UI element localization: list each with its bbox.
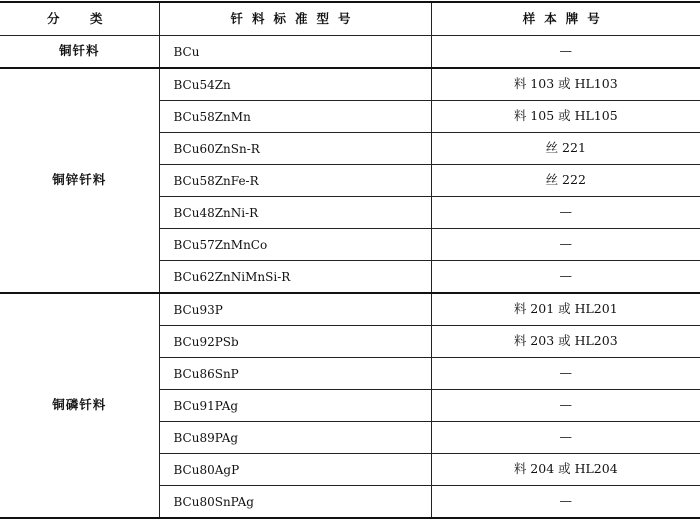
group-label: 铜磷钎料 bbox=[0, 293, 159, 518]
standard-grade-cell: BCu92PSb bbox=[159, 326, 431, 358]
standard-grade-cell: BCu57ZnMnCo bbox=[159, 229, 431, 261]
sample-grade-cell: 料 103 或 HL103 bbox=[431, 68, 700, 101]
standard-grade-cell: BCu80SnPAg bbox=[159, 486, 431, 519]
sample-grade-cell: — bbox=[431, 422, 700, 454]
standard-grade-cell: BCu58ZnFe-R bbox=[159, 165, 431, 197]
standard-grade-cell: BCu54Zn bbox=[159, 68, 431, 101]
standard-grade-cell: BCu58ZnMn bbox=[159, 101, 431, 133]
sample-grade-cell: 丝 222 bbox=[431, 165, 700, 197]
sample-grade-cell: 料 105 或 HL105 bbox=[431, 101, 700, 133]
standard-grade-cell: BCu62ZnNiMnSi-R bbox=[159, 261, 431, 294]
standard-grade-cell: BCu80AgP bbox=[159, 454, 431, 486]
table-body bbox=[0, 36, 700, 519]
sample-grade-cell: — bbox=[431, 390, 700, 422]
standard-grade-cell: BCu bbox=[159, 36, 431, 69]
header-category: 分 类 bbox=[0, 2, 159, 36]
sample-grade-cell: — bbox=[431, 36, 700, 69]
header-row bbox=[0, 2, 700, 36]
sample-grade-cell: — bbox=[431, 261, 700, 294]
standard-grade-cell: BCu89PAg bbox=[159, 422, 431, 454]
sample-grade-cell: 料 201 或 HL201 bbox=[431, 293, 700, 326]
sample-grade-cell: — bbox=[431, 229, 700, 261]
sample-grade-cell: — bbox=[431, 197, 700, 229]
standard-grade-cell: BCu86SnP bbox=[159, 358, 431, 390]
table-row bbox=[0, 293, 700, 326]
group-label: 铜钎料 bbox=[0, 36, 159, 69]
standard-grade-cell: BCu91PAg bbox=[159, 390, 431, 422]
sample-grade-cell: 料 203 或 HL203 bbox=[431, 326, 700, 358]
sample-grade-cell: 丝 221 bbox=[431, 133, 700, 165]
header-standard-grade: 钎料标准型号 bbox=[159, 2, 431, 36]
sample-grade-cell: — bbox=[431, 358, 700, 390]
group-label: 铜锌钎料 bbox=[0, 68, 159, 293]
table-row bbox=[0, 68, 700, 101]
table-row bbox=[0, 36, 700, 69]
standard-grade-cell: BCu93P bbox=[159, 293, 431, 326]
standard-grade-cell: BCu60ZnSn-R bbox=[159, 133, 431, 165]
sample-grade-cell: — bbox=[431, 486, 700, 519]
standard-grade-cell: BCu48ZnNi-R bbox=[159, 197, 431, 229]
brazing-filler-table bbox=[0, 1, 700, 519]
header-sample-grade: 样本牌号 bbox=[431, 2, 700, 36]
sample-grade-cell: 料 204 或 HL204 bbox=[431, 454, 700, 486]
